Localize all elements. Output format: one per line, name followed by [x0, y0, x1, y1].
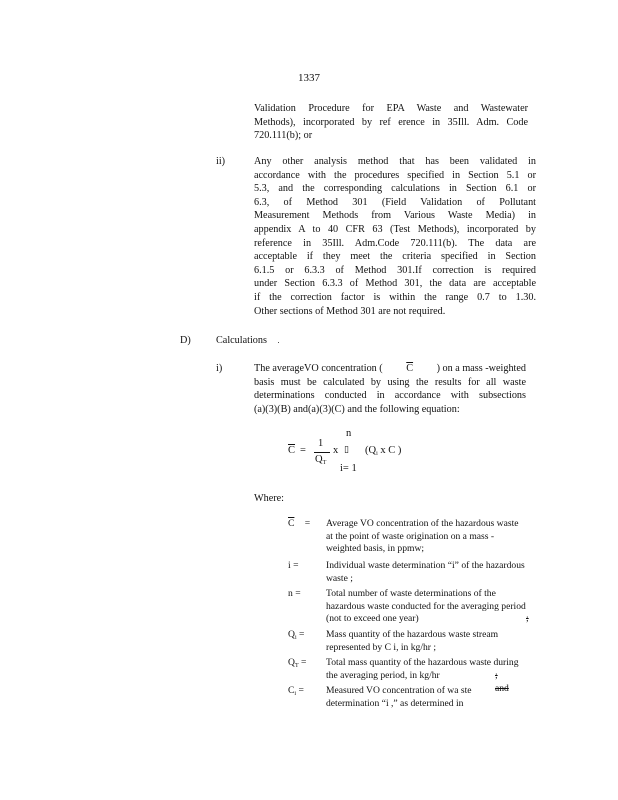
definition-text: Total number of waste determinations of the hazardous waste conducted for the averaging period (not to exceed one year) — [326, 588, 526, 625]
definition-symbol: C — [288, 685, 295, 696]
item-d-i-line: determinations conducted in accordance with subsections — [254, 390, 526, 402]
section-d-title: Calculations — [216, 335, 267, 346]
equation-upper-limit: n — [346, 428, 352, 439]
item-ii-line: acceptable if they meet the criteria specified in Section — [254, 251, 536, 263]
equation-lower-limit: i= 1 — [340, 463, 357, 474]
equation-times: x — [333, 445, 339, 456]
definition-trail: ; and — [495, 670, 509, 694]
continuation-line-3: 720.111(b); or — [254, 130, 313, 142]
item-d-i-line-1-a: The averageVO concentration ( — [254, 363, 383, 374]
item-d-i-line: basis must be calculated by using the results for all waste — [254, 376, 526, 388]
equation-term: ($Q_i$ x C ) — [365, 445, 402, 457]
item-ii-line: if the correction factor is within the range 0.7 to 1.30. — [254, 291, 536, 303]
item-d-i-marker: i) — [216, 363, 223, 374]
definition-text: Total mass quantity of the hazardous waste during the averaging period, in kg/hr — [326, 657, 519, 681]
item-ii-line: 6.1.5 or 6.3.3 of Method 301.If correction is required — [254, 264, 536, 276]
continuation-paragraph — [254, 102, 528, 143]
item-d-i-line-1-b: ) on a mass -weighted — [436, 363, 526, 374]
equation-equals: = — [300, 445, 306, 456]
item-ii-line: 5.3, and the corresponding calculations in Section 6.1 or — [254, 183, 536, 195]
item-ii-marker: ii) — [216, 156, 226, 167]
continuation-line-2: Methods), incorporated by ref erence in 35Ill. Adm. Code — [254, 116, 528, 128]
where-label: Where: — [254, 493, 284, 504]
definition-symbol: i — [288, 560, 291, 571]
definition-symbol: n — [288, 588, 293, 599]
equation-lhs: $\overline{C}$ — [288, 445, 296, 456]
definition-text: Average VO concentration of the hazardous waste at the point of waste origination on a mass -weighted basis, in ppmw; — [326, 518, 519, 555]
section-d-title-trail: . — [277, 336, 280, 345]
equation-numerator: 1 — [318, 438, 324, 449]
section-d-heading — [216, 334, 279, 348]
definition-symbol: Q — [288, 629, 295, 640]
item-d-i-paragraph — [254, 362, 526, 416]
equation — [280, 425, 460, 485]
item-ii-line: 6.3, of Method 301 (Field Validation of Pollutant — [254, 196, 536, 208]
item-ii-line: appendix A to 40 CFR 63 (Test Methods), incorporated by — [254, 223, 536, 235]
summation-icon: ▯ — [344, 444, 349, 454]
c-bar-symbol: $\overline{C}$ — [406, 363, 414, 374]
item-ii-paragraph — [254, 155, 536, 318]
definition-symbol: Q — [288, 657, 295, 668]
page-number: 1337 — [298, 72, 320, 84]
definition-text: Measured VO concentration of wa ste determination “i ,” as determined in — [326, 685, 472, 709]
item-ii-line: accordance with the procedures specified in Section 5.1 or — [254, 169, 536, 181]
definition-text: Individual waste determination “i” of the hazardous waste ; — [326, 560, 525, 584]
equation-denominator: $Q_T$ — [315, 454, 327, 466]
item-ii-line: reference in 35Ill. Adm.Code 720.111(b). The data are — [254, 237, 536, 249]
definition-symbol: $\overline{C}$ — [288, 518, 295, 529]
item-ii-line: Any other analysis method that has been validated in — [254, 156, 536, 167]
definition-trail: ; — [526, 613, 529, 624]
item-ii-line: Measurement Methods from Various Waste Media) in — [254, 210, 536, 222]
item-ii-line: Other sections of Method 301 are not required. — [254, 305, 446, 317]
item-d-i-line: (a)(3)(B) and(a)(3)(C) and the following equation: — [254, 403, 460, 415]
item-ii-line: under Section 6.3.3 of Method 301, the data are acceptable — [254, 278, 536, 290]
fraction-bar — [314, 452, 330, 453]
item-d-i-line-1 — [254, 362, 526, 376]
definition-text: Mass quantity of the hazardous waste stream represented by C i, in kg/hr ; — [326, 629, 499, 653]
section-d-marker: D) — [180, 335, 191, 346]
continuation-line-1: Validation Procedure for EPA Waste and Wastewater — [254, 103, 528, 114]
